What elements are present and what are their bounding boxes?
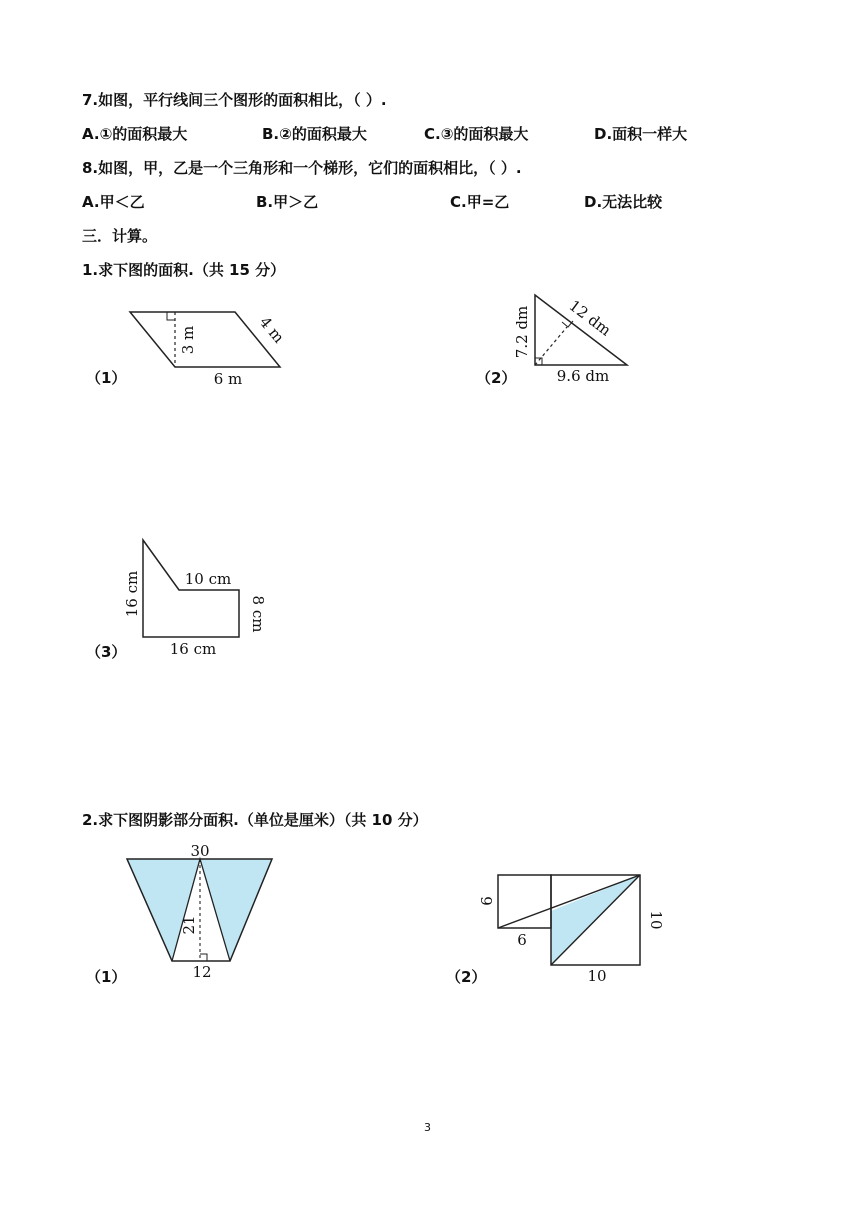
triangle-altitude-line — [535, 327, 567, 365]
triangle-base-label: 9.6 dm — [556, 367, 610, 385]
right-angle-mark — [167, 312, 175, 320]
big-square-side-label: 10 — [647, 910, 665, 930]
triangle-leg-label: 7.2 dm — [513, 305, 531, 359]
calc2-title: 2.求下图阴影部分面积.（单位是厘米）（共 10 分） — [82, 811, 428, 829]
trapezoid-bottom-label: 12 — [192, 963, 212, 981]
page-number: 3 — [424, 1121, 431, 1134]
calc1-fig1-tag: （1） — [86, 369, 127, 387]
q7-option-c: C.③的面积最大 — [424, 125, 529, 143]
parallelogram-shape — [130, 312, 280, 367]
right-angle-mark — [200, 954, 207, 961]
q7-stem: 7.如图，平行线间三个图形的面积相比，（ ）. — [82, 91, 387, 109]
right-triangle-figure — [505, 290, 645, 390]
q7-option-b: B.②的面积最大 — [262, 125, 367, 143]
calc1-fig3-tag: （3） — [86, 643, 127, 661]
calc2-fig2-tag: （2） — [446, 968, 487, 986]
composite-figure — [115, 532, 265, 662]
q8-option-a: A.甲＜乙 — [82, 193, 145, 211]
parallelogram-base-label: 6 m — [213, 370, 243, 388]
q8-option-d: D.无法比较 — [584, 193, 663, 211]
small-square — [498, 875, 551, 928]
calc1-fig2-tag: （2） — [476, 369, 517, 387]
q8-stem: 8.如图，甲，乙是一个三角形和一个梯形，它们的面积相比，（ ）. — [82, 159, 522, 177]
composite-top-label: 10 cm — [184, 570, 232, 588]
parallelogram-height-label: 3 m — [179, 325, 197, 355]
q7-option-d: D.面积一样大 — [594, 125, 688, 143]
triangle-hypotenuse-label: 12 dm — [565, 296, 615, 340]
composite-right-label: 8 cm — [249, 595, 267, 633]
composite-left-label: 16 cm — [123, 570, 141, 618]
composite-shape — [143, 540, 239, 637]
parallelogram-side-label: 4 m — [255, 313, 288, 347]
shaded-region-left — [127, 859, 200, 961]
composite-bottom-label: 16 cm — [169, 640, 217, 658]
calc1-title: 1.求下图的面积.（共 15 分） — [82, 261, 286, 279]
q7-option-a: A.①的面积最大 — [82, 125, 188, 143]
big-square-bottom-label: 10 — [587, 967, 607, 985]
small-square-side-label: 6 — [478, 896, 496, 906]
two-squares-figure — [475, 860, 675, 988]
q8-option-b: B.甲＞乙 — [256, 193, 319, 211]
q8-option-c: C.甲=乙 — [450, 193, 510, 211]
section-title: 三．计算。 — [82, 227, 158, 245]
triangle-height-label: 21 — [180, 915, 198, 935]
shaded-trapezoid-figure — [120, 838, 280, 983]
trapezoid-top-label: 30 — [190, 842, 210, 860]
parallelogram-figure — [120, 300, 300, 390]
small-square-bottom-label: 6 — [517, 931, 527, 949]
calc2-fig1-tag: （1） — [86, 968, 127, 986]
